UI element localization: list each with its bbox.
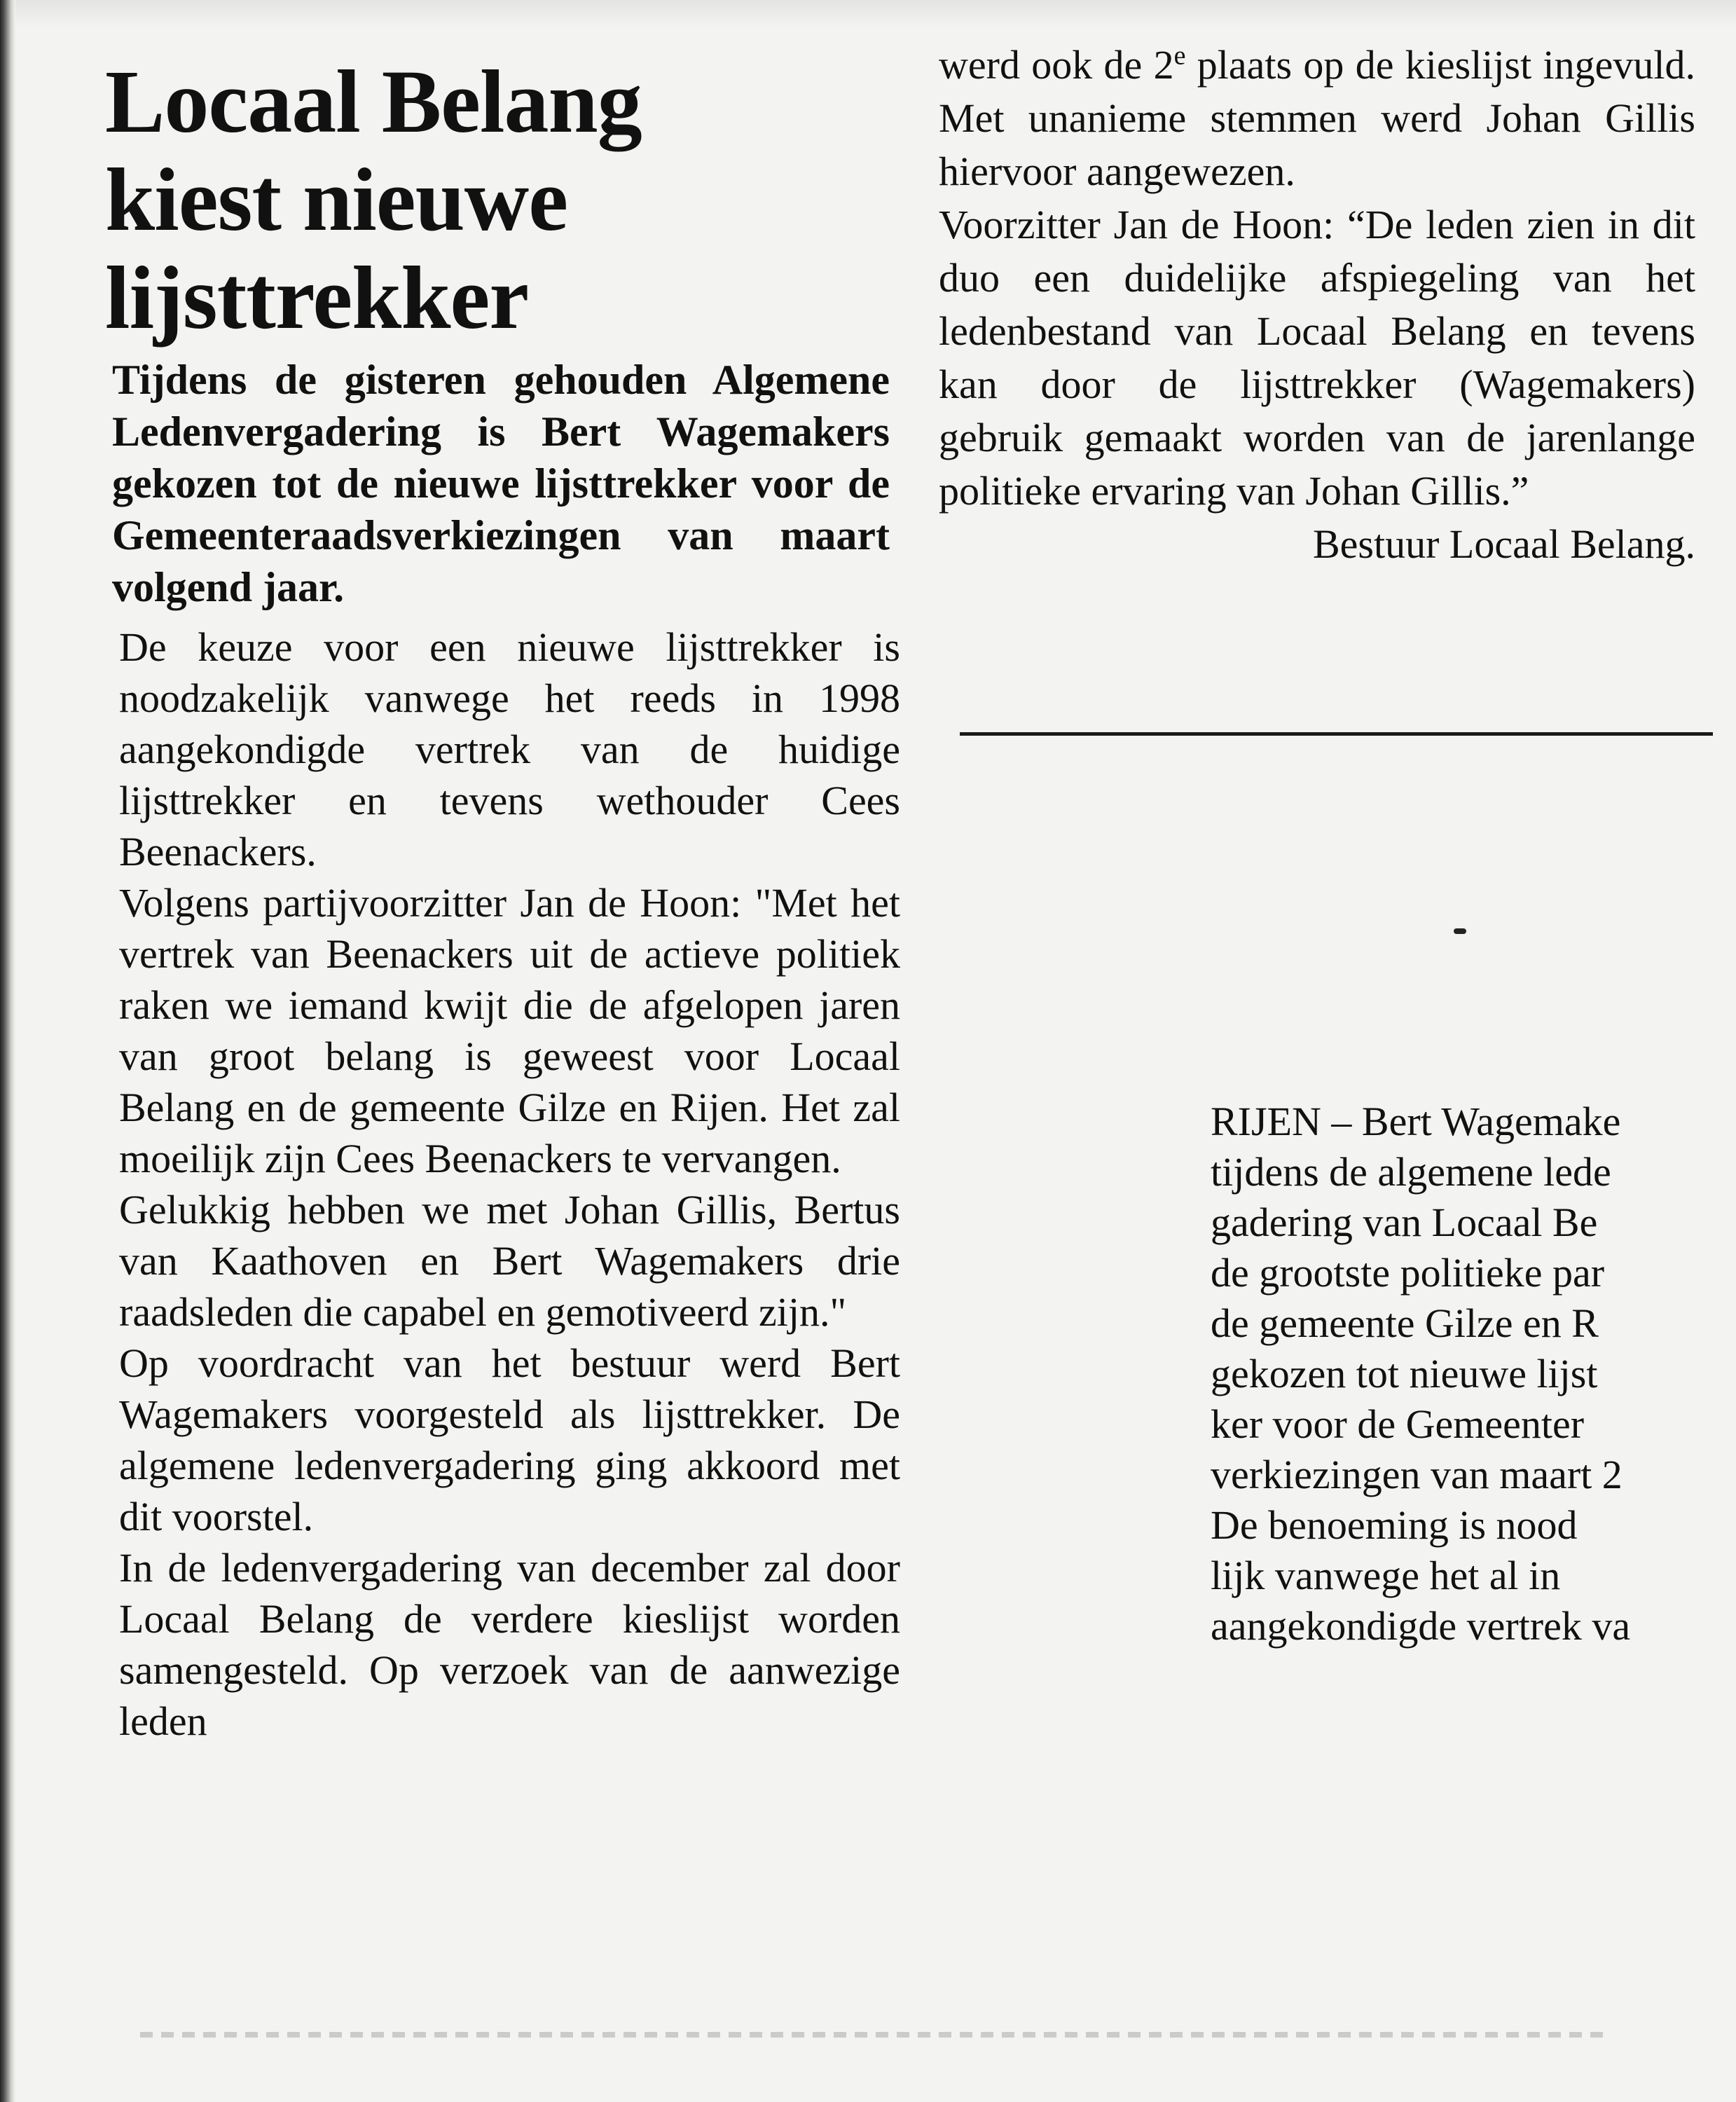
body-paragraph: Volgens partijvoorzitter Jan de Hoon: "Met het vertrek van Beenackers uit de actieve politiek raken we iemand kwijt die de afgelopen jaren van groot belang is geweest voor Locaal Belang en de gemeente Gilze en Rijen. Het zal moeilijk zijn Cees Beenackers te vervangen. bbox=[119, 880, 900, 1181]
scan-bottom-strip bbox=[140, 2032, 1611, 2038]
body-paragraph: In de ledenvergadering van december zal door Locaal Belang de verdere kieslijst worden samengesteld. Op verzoek van de aanwezige leden bbox=[119, 1545, 900, 1744]
article-left-column bbox=[105, 53, 932, 1747]
teaser-line: ker voor de Gemeenter bbox=[1211, 1401, 1585, 1447]
body-paragraph: Voorzitter Jan de Hoon: “De leden zien in dit duo een duidelijke afspiegeling van het ledenbestand van Locaal Belang en tevens kan door de lijsttrekker (Wagemakers) gebruik gemaakt worden van de jarenlange politieke ervaring van Johan Gillis.” bbox=[939, 202, 1695, 514]
teaser-line: lijk vanwege het al in bbox=[1211, 1553, 1561, 1598]
body-text-run: plaats op de kieslijst ingevuld. Met unanieme stemmen werd Johan Gillis hiervoor aangewezen. bbox=[939, 42, 1696, 194]
body-paragraph: Gelukkig hebben we met Johan Gillis, Bertus van Kaathoven en Bert Wagemakers drie raadsleden die capabel en gemotiveerd zijn." bbox=[119, 1187, 900, 1335]
body-text-run: werd ook de 2 bbox=[939, 42, 1174, 88]
teaser-line: verkiezingen van maart 2 bbox=[1211, 1452, 1623, 1497]
teaser-line: de grootste politieke par bbox=[1211, 1250, 1605, 1296]
body-paragraph bbox=[939, 39, 1695, 198]
article-signature: Bestuur Locaal Belang. bbox=[1313, 521, 1695, 567]
teaser-line: gadering van Locaal Be bbox=[1211, 1200, 1598, 1245]
teaser-line: gekozen tot nieuwe lijst bbox=[1211, 1351, 1598, 1396]
article-headline: Locaal Belang kiest nieuwe lijsttrekker bbox=[105, 52, 642, 348]
teaser-line: tijdens de algemene lede bbox=[1211, 1149, 1611, 1195]
article-body-left bbox=[119, 621, 900, 1747]
scan-paper-edge bbox=[0, 0, 15, 2102]
column-divider-rule bbox=[960, 732, 1713, 736]
article-right-column bbox=[939, 39, 1709, 571]
article-body-right bbox=[939, 39, 1695, 518]
article-lead: Tijdens de gisteren gehouden Algemene Ledenvergadering is Bert Wagemakers gekozen tot de nieuwe lijsttrekker voor de Gemeenteraadsverkiezingen van maart volgend jaar. bbox=[112, 357, 890, 610]
teaser-line: RIJEN – Bert Wagemake bbox=[1211, 1099, 1621, 1144]
body-paragraph: Op voordracht van het bestuur werd Bert Wagemakers voorgesteld als lijsttrekker. De algemene ledenvergadering ging akkoord met dit voorstel. bbox=[119, 1340, 900, 1539]
ordinal-superscript: e bbox=[1173, 41, 1186, 71]
teaser-line: de gemeente Gilze en R bbox=[1211, 1300, 1599, 1346]
body-paragraph: De keuze voor een nieuwe lijsttrekker is noodzakelijk vanwege het reeds in 1998 aangekondigde vertrek van de huidige lijsttrekker en tevens wethouder Cees Beenackers. bbox=[119, 624, 900, 874]
teaser-line: aangekondigde vertrek va bbox=[1211, 1603, 1631, 1649]
adjacent-article-fragment bbox=[1211, 1097, 1736, 1651]
ink-smudge bbox=[1454, 928, 1466, 934]
scan-top-shadow bbox=[0, 0, 1736, 28]
teaser-line: De benoeming is nood bbox=[1211, 1502, 1578, 1548]
